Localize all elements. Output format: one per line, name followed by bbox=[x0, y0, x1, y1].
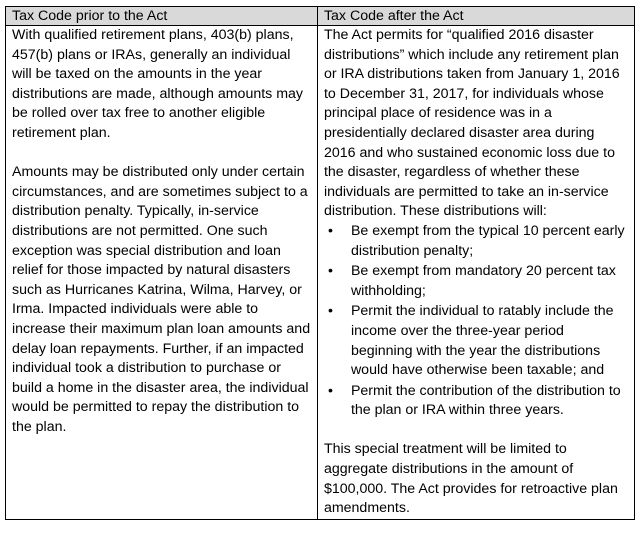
bullet-dot-icon: • bbox=[327, 222, 333, 239]
prior-paragraph-1: With qualified retirement plans, 403(b) plans, 457(b) plans or IRAs, generally an individual will be taxed on the amounts in the year distributions are made, although amounts may be rolled over tax free to another eligible retirement plan. bbox=[12, 27, 304, 141]
prior-to-act-cell bbox=[6, 26, 318, 520]
after-act-cell bbox=[317, 26, 634, 520]
bullet-item bbox=[324, 302, 628, 380]
paragraph-spacer bbox=[324, 421, 628, 441]
bullet-text: Permit the individual to ratably include the income over the three-year period beginning with the year the distributions would have otherwise been taxable; and bbox=[350, 303, 614, 379]
comparison-table bbox=[5, 6, 635, 520]
distribution-bullet-list bbox=[324, 222, 628, 421]
bullet-text: Be exempt from mandatory 20 percent tax withholding; bbox=[350, 263, 616, 299]
bullet-item bbox=[324, 262, 628, 301]
after-closing-paragraph: This special treatment will be limited to aggregate distributions in the amount of $100,000. The Act provides for retroactive plan amendments. bbox=[323, 441, 618, 517]
bullet-dot-icon: • bbox=[327, 382, 333, 399]
header-prior-to-act: Tax Code prior to the Act bbox=[6, 7, 318, 26]
bullet-item bbox=[324, 222, 628, 261]
bullet-dot-icon: • bbox=[327, 263, 333, 280]
header-after-act: Tax Code after the Act bbox=[317, 7, 634, 26]
after-intro-paragraph: The Act permits for “qualified 2016 disaster distributions” which include any retirement plan or IRA distributions taken from January 1, 2016 to December 31, 2017, for individuals whose principal place of residence was in a presidentially declared disaster area during 2016 and who sustained economic loss due to the disaster, regardless of whether these individuals are permitted to take an in-service distribution. These distributions will: bbox=[323, 27, 620, 220]
header-row bbox=[6, 7, 635, 26]
bullet-text: Be exempt from the typical 10 percent early distribution penalty; bbox=[350, 222, 625, 259]
prior-paragraph-2: Amounts may be distributed only under certain circumstances, and are sometimes subject to a distribution penalty. Typically, in-service distributions are not permitted. One such exception was special distribution and loan relief for those impacted by natural disasters such as Hurricanes Katrina, Wilma, Harvey, or Irma. Impacted individuals were able to increase their maximum plan loan amounts and delay loan repayments. Further, if an impacted individual took a distribution to purchase or build a home in the disaster area, the individual would be permitted to repay the distribution to the plan. bbox=[12, 164, 311, 435]
bullet-text: Permit the contribution of the distribution to the plan or IRA within three years. bbox=[350, 382, 621, 419]
paragraph-spacer bbox=[12, 144, 311, 164]
bullet-dot-icon: • bbox=[327, 303, 333, 320]
bullet-item bbox=[324, 382, 628, 421]
content-row bbox=[6, 26, 635, 520]
